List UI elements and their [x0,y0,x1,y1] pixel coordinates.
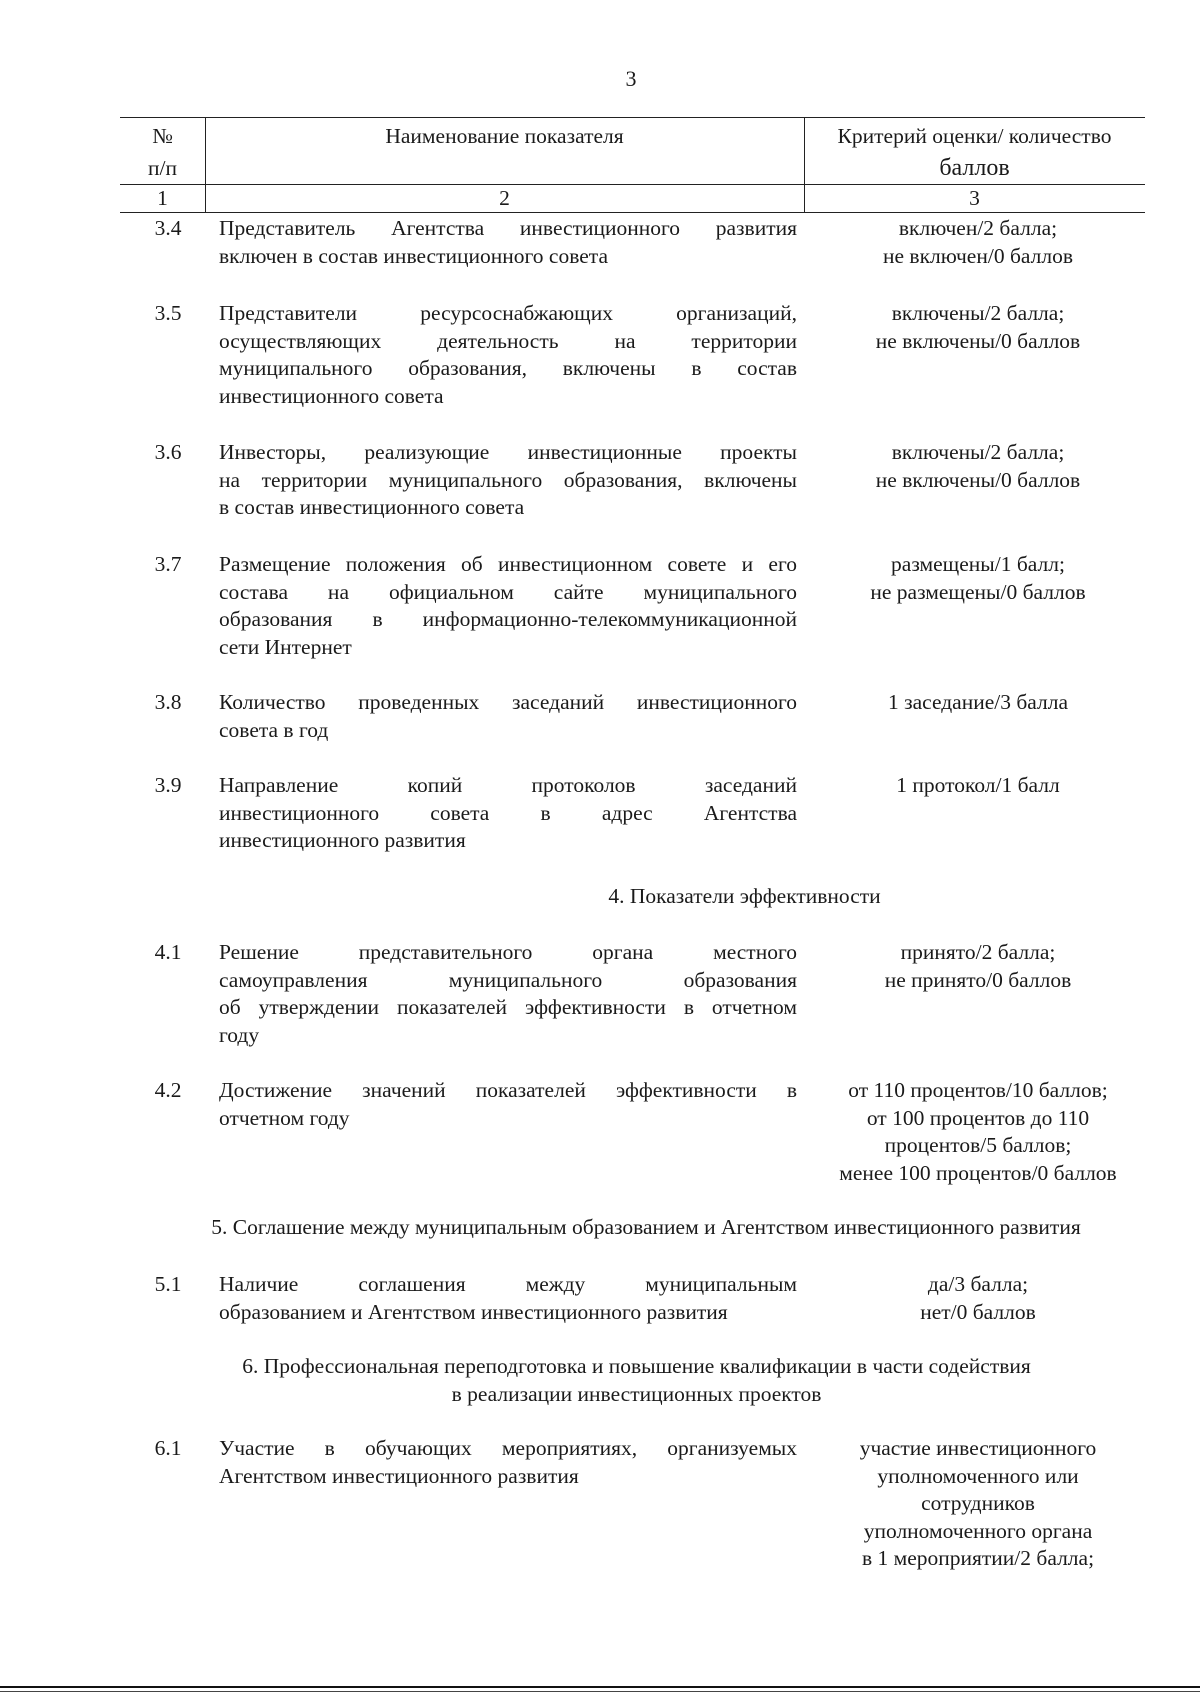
indicator-line: Агентством инвестиционного развития [219,1463,579,1488]
criteria-line: да/3 балла; [927,1272,1029,1296]
section-heading-6-line: в реализации инвестиционных проектов [451,1381,822,1406]
row-number: 3.8 [154,690,182,714]
criteria-line: размещены/1 балл; [891,552,1065,576]
header-top-rule [120,117,1145,118]
indicator-line: Достижение значений показателей эффективности в [219,1078,797,1102]
criteria-line: процентов/5 баллов; [884,1133,1072,1157]
criteria-line: от 100 процентов до 110 [866,1105,1090,1130]
indicator-line: на территории муниципального образования, включены [219,467,797,492]
indicator-name [219,215,797,270]
header-col3-line1: Критерий оценки/ количество [837,124,1112,148]
indicator-line: Размещение положения об инвестиционном совете и его [219,552,797,576]
indicator-line: Участие в обучающих мероприятиях, организуемых [219,1436,797,1460]
criteria [818,1435,1138,1573]
page-number: 3 [625,66,637,91]
criteria-line: включены/2 балла; [891,301,1065,325]
criteria-line: включены/2 балла; [891,440,1065,464]
indicator-name [219,939,797,1049]
indicator-line: образованием и Агентством инвестиционного развития [219,1299,728,1324]
section-heading-6-line: 6. Профессиональная переподготовка и повышение квалификации в части содействия [242,1354,1031,1378]
header-index-1: 1 [157,186,168,210]
criteria [818,215,1138,270]
row-number: 3.6 [154,440,182,464]
header-index-3: 3 [969,186,980,210]
indicator-name [219,1435,797,1490]
criteria [818,939,1138,994]
criteria-line: не включены/0 баллов [875,328,1081,353]
row-number: 4.1 [154,940,182,964]
criteria [818,772,1138,800]
criteria [818,300,1138,355]
header-col2: Наименование показателя [385,124,624,148]
header-col3-line2: баллов [939,155,1010,181]
indicator-line: об утверждении показателей эффективности в отчетном [219,995,797,1019]
row-number: 4.2 [154,1078,182,1102]
indicator-line: в состав инвестиционного совета [219,495,525,519]
indicator-line: Представитель Агентства инвестиционного развития [219,216,797,240]
criteria-line: нет/0 баллов [920,1299,1036,1324]
page-bottom-rule [0,1686,1200,1688]
criteria [818,551,1138,606]
criteria-line: уполномоченного органа [863,1518,1093,1543]
criteria-line: сотрудников [921,1491,1035,1515]
indicator-name [219,772,797,855]
row-number: 5.1 [154,1272,182,1296]
criteria-line: 1 заседание/3 балла [887,690,1069,714]
page-bottom-rule-thin [0,1691,1200,1692]
section-heading-6 [100,1353,1173,1408]
criteria-line: менее 100 процентов/0 баллов [839,1160,1117,1185]
indicator-name [219,439,797,522]
indicator-line: самоуправления муниципального образования [219,967,797,992]
criteria [818,689,1138,717]
row-number: 6.1 [154,1436,182,1460]
row-number: 3.4 [154,216,182,240]
criteria-line: включен/2 балла; [898,216,1058,240]
indicator-line: осуществляющих деятельность на территории [219,328,797,353]
indicator-line: муниципального образования, включены в состав [219,356,797,380]
criteria [818,439,1138,494]
indicator-line: Инвесторы, реализующие инвестиционные проекты [219,440,797,464]
criteria-line: не принято/0 баллов [884,967,1072,992]
indicator-line: инвестиционного совета в адрес Агентства [219,800,797,825]
row-number: 3.5 [154,301,182,325]
criteria-line: участие инвестиционного [859,1436,1097,1460]
criteria-line: принято/2 балла; [900,940,1056,964]
indicator-line: Направление копий протоколов заседаний [219,773,797,797]
criteria [818,1271,1138,1326]
row-number: 3.7 [154,552,182,576]
criteria-line: не включен/0 баллов [883,243,1073,268]
indicator-name [219,689,797,744]
indicator-line: сети Интернет [219,634,352,659]
row-number: 3.9 [154,773,182,797]
indicator-line: Наличие соглашения между муниципальным [219,1272,797,1296]
criteria-line: не размещены/0 баллов [870,579,1086,604]
indicator-name [219,1271,797,1326]
indicator-line: состава на официальном сайте муниципального [219,579,797,604]
criteria-line: не включены/0 баллов [875,467,1081,492]
indicator-line: включен в состав инвестиционного совета [219,243,608,268]
indicator-line: инвестиционного совета [219,383,444,408]
indicator-line: Представители ресурсоснабжающих организаций, [219,301,797,325]
indicator-line: году [219,1022,260,1047]
criteria-line: в 1 мероприятии/2 балла; [861,1546,1095,1570]
criteria-line: 1 протокол/1 балл [896,773,1060,797]
indicator-line: инвестиционного развития [219,828,466,852]
section-heading-4: 4. Показатели эффективности [608,884,881,908]
criteria-line: от 110 процентов/10 баллов; [848,1078,1108,1102]
indicator-name [219,1077,797,1132]
indicator-name [219,551,797,661]
criteria-line: уполномоченного или [877,1463,1079,1488]
header-index-2: 2 [499,186,510,210]
indicator-line: образования в информационно-телекоммуникационной [219,607,797,631]
indicator-line: отчетном году [219,1105,350,1130]
section-heading-5: 5. Соглашение между муниципальным образованием и Агентством инвестиционного развития [211,1215,1081,1239]
indicator-line: Решение представительного органа местного [219,940,797,964]
indicator-line: Количество проведенных заседаний инвестиционного [219,690,797,714]
criteria [812,1077,1144,1187]
indicator-name [219,300,797,410]
header-col1-line1: № [152,124,173,148]
indicator-line: совета в год [219,717,329,742]
header-col1-line2: п/п [148,156,177,180]
